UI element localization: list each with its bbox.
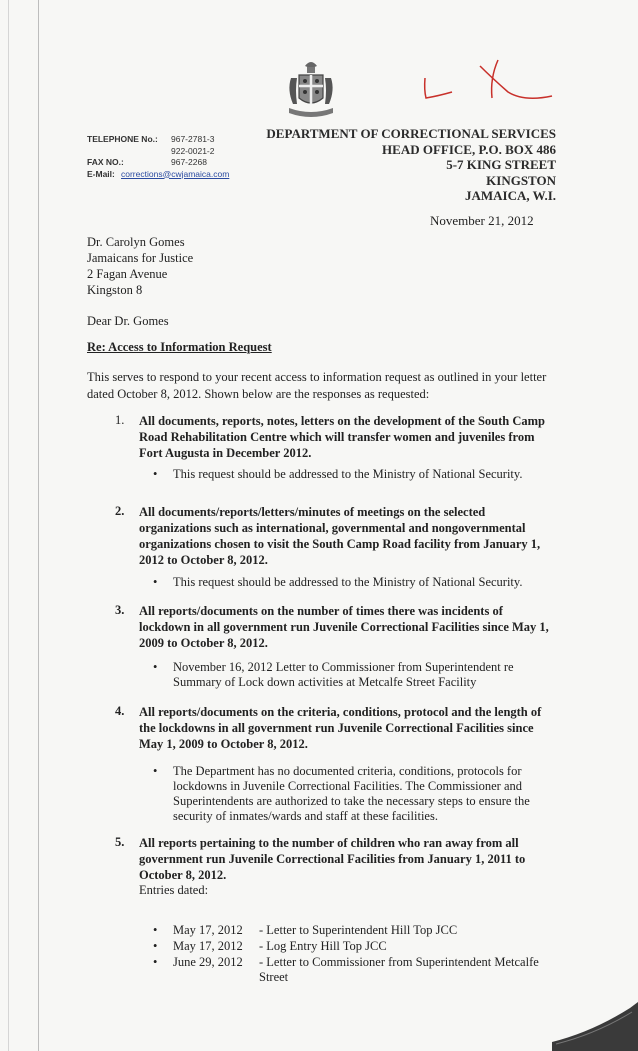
department-office: HEAD OFFICE, P.O. BOX 486 bbox=[382, 141, 556, 157]
department-header bbox=[266, 126, 556, 204]
recipient-org: Jamaicans for Justice bbox=[87, 251, 194, 265]
bullet-icon: • bbox=[153, 939, 158, 953]
response-text: November 16, 2012 Letter to Commissioner from Superintendent re Summary of Lock down activities at Metcalfe Street Facility bbox=[173, 660, 514, 689]
bullet-icon: • bbox=[153, 955, 158, 969]
bullet-icon: • bbox=[153, 575, 158, 589]
bullet-icon: • bbox=[153, 764, 158, 778]
telephone-number: 967-2781-3 bbox=[171, 134, 215, 144]
telephone-number-2: 922-0021-2 bbox=[171, 145, 215, 156]
response-text: This request should be addressed to the Ministry of National Security. bbox=[173, 575, 523, 589]
recipient-city: Kingston 8 bbox=[87, 283, 143, 297]
entry-text: - Letter to Superintendent Hill Top JCC bbox=[259, 923, 458, 937]
item-title: All documents/reports/letters/minutes of meetings on the selected organizations such as international, governmental and nongovernmental organizations chosen to visit the South Camp Road facility from January 1, 2012 to October 8, 2012. bbox=[139, 505, 541, 567]
coat-of-arms-icon bbox=[283, 58, 339, 122]
recipient-name: Dr. Carolyn Gomes bbox=[87, 235, 185, 249]
fax-number: 967-2268 bbox=[171, 157, 207, 167]
email-link[interactable]: corrections@cwjamaica.com bbox=[121, 168, 230, 179]
bullet-icon: • bbox=[153, 923, 158, 937]
entry-date: June 29, 2012 bbox=[173, 955, 243, 969]
margin-line bbox=[38, 0, 39, 1051]
entry-date: May 17, 2012 bbox=[173, 939, 243, 953]
item-title: All reports/documents on the number of times there was incidents of lockdown in all government run Juvenile Correctional Facilities since May 1, 2009 to October 8, 2012. bbox=[139, 604, 549, 650]
item-title: All documents, reports, notes, letters on the development of the South Camp Road Rehabilitation Centre which will transfer women and juveniles from Fort Augusta in December 2012. bbox=[139, 414, 545, 460]
department-city: KINGSTON bbox=[486, 172, 556, 188]
entries-label: Entries dated: bbox=[139, 883, 209, 897]
intro-paragraph: This serves to respond to your recent access to information request as outlined in your letter dated October 8, 2012. Shown below are the responses as requested: bbox=[87, 370, 547, 401]
department-street: 5-7 KING STREET bbox=[446, 157, 556, 172]
entry-text: - Log Entry Hill Top JCC bbox=[259, 939, 387, 953]
page-curl-icon bbox=[552, 1002, 638, 1051]
contact-block bbox=[87, 134, 277, 180]
scan-edge-line bbox=[8, 0, 9, 1051]
item-number: 3. bbox=[115, 603, 125, 617]
fax-label: FAX NO.: bbox=[87, 157, 124, 167]
entry-date: May 17, 2012 bbox=[173, 923, 243, 937]
item-number: 5. bbox=[115, 835, 125, 849]
subject-line: Re: Access to Information Request bbox=[87, 340, 272, 354]
bullet-icon: • bbox=[153, 660, 158, 674]
email-label: E-Mail: bbox=[87, 168, 115, 179]
letter-date: November 21, 2012 bbox=[430, 213, 534, 228]
telephone-label: TELEPHONE No.: bbox=[87, 134, 158, 144]
item-number: 4. bbox=[115, 704, 125, 718]
response-text: The Department has no documented criteria, conditions, protocols for lockdowns in Juvenile Correctional Facilities. The Commissioner and Superintendents are authorized to take the necessary steps to ensure the security of inmates/wards and staff at these facilities. bbox=[173, 764, 530, 823]
response-text: This request should be addressed to the Ministry of National Security. bbox=[173, 467, 523, 481]
recipient-address bbox=[87, 234, 193, 298]
department-country: JAMAICA, W.I. bbox=[464, 188, 556, 203]
item-number: 2. bbox=[115, 504, 125, 518]
handwritten-mark-icon bbox=[418, 58, 558, 108]
salutation: Dear Dr. Gomes bbox=[87, 314, 169, 328]
item-title: All reports pertaining to the number of children who ran away from all government run Juvenile Correctional Facilities from January 1, 2011 to October 8, 2012. bbox=[139, 836, 526, 882]
item-number: 1. bbox=[115, 413, 125, 427]
bullet-icon: • bbox=[153, 467, 158, 481]
item-title: All reports/documents on the criteria, conditions, protocol and the length of the lockdowns in all government run Juvenile Correctional Facilities since May 1, 2009 to October 8, 2012. bbox=[139, 705, 542, 751]
department-name: DEPARTMENT OF CORRECTIONAL SERVICES bbox=[266, 126, 556, 141]
recipient-street: 2 Fagan Avenue bbox=[87, 267, 168, 281]
entry-text: - Letter to Commissioner from Superintendent Metcalfe Street bbox=[259, 955, 539, 984]
